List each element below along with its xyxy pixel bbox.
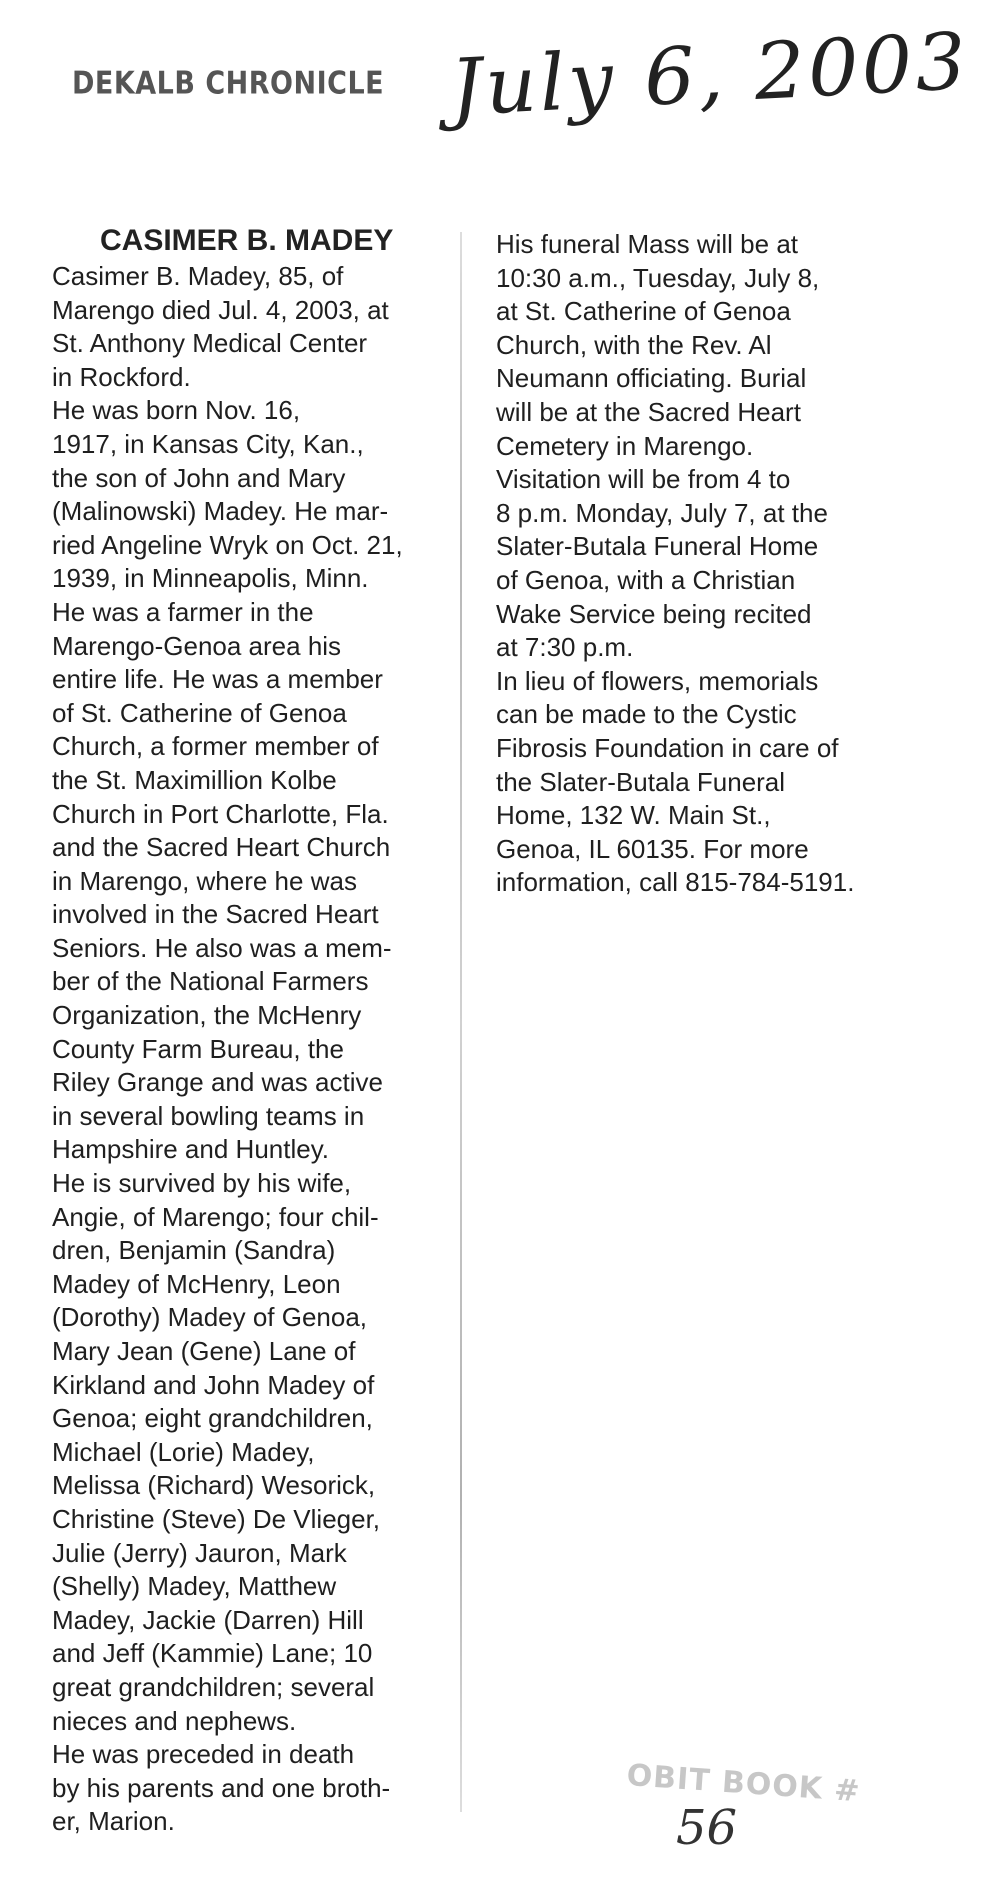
- paragraph-memorials: In lieu of flowers, memorials can be made to the Cystic Fibrosis Foundation in care of the Slater-Butala Funeral Home, 132 W. Main St., Genoa, IL 60135. For more information, call 815-784-5191.: [496, 665, 855, 898]
- obituary-column-left: [52, 222, 452, 1839]
- obituary-headline: CASIMER B. MADEY: [100, 224, 394, 257]
- paragraph-preceded-in-death: He was preceded in death by his parents and one broth- er, Marion.: [52, 1739, 391, 1837]
- paragraph-survivors: He is survived by his wife, Angie, of Marengo; four chil- dren, Benjamin (Sandra) Madey of McHenry, Leon (Dorothy) Madey of Genoa, Mary Jean (Gene) Lane of Kirkland and John Madey of Genoa; eight grandchildren, Michael (Lorie) Madey, Melissa (Richard) Wesorick, Christine (Steve) De Vlieger, Julie (Jerry) Jauron, Mark (Shelly) Madey, Matthew Madey, Jackie (Darren) Hill and Jeff (Kammie) Lane; 10 great grandchildren; several nieces and nephews.: [52, 1168, 381, 1736]
- obit-book-stamp: OBIT BOOK #: [625, 1758, 862, 1810]
- paragraph-birth-marriage: He was born Nov. 16, 1917, in Kansas City, Kan., the son of John and Mary (Malinowski) Madey. He mar- ried Angeline Wryk on Oct. 21, 1939, in Minneapolis, Minn.: [52, 395, 403, 594]
- paragraph-death-notice: Casimer B. Madey, 85, of Marengo died Jul. 4, 2003, at St. Anthony Medical Center in Rockford.: [52, 261, 389, 392]
- paragraph-visitation: Visitation will be from 4 to 8 p.m. Monday, July 7, at the Slater-Butala Funeral Home of Genoa, with a Christian Wake Service being recited at 7:30 p.m.: [496, 464, 828, 663]
- obituary-column-right: [496, 228, 896, 900]
- newspaper-masthead: DEKALB CHRONICLE: [72, 66, 385, 102]
- paragraph-funeral-mass: His funeral Mass will be at 10:30 a.m., Tuesday, July 8, at St. Catherine of Genoa Church, with the Rev. Al Neumann officiating. Burial will be at the Sacred Heart Cemetery in Marengo.: [496, 229, 820, 461]
- column-divider: [460, 232, 462, 1812]
- handwritten-book-number: 56: [676, 1800, 738, 1856]
- handwritten-date: July 6, 2003: [448, 16, 972, 134]
- paragraph-life-memberships: He was a farmer in the Marengo-Genoa area his entire life. He was a member of St. Catherine of Genoa Church, a former member of the St. Maximillion Kolbe Church in Port Charlotte, Fla. and the Sacred Heart Church in Marengo, where he was involved in the Sacred Heart Seniors. He also was a mem- ber of the National Farmers Organization, the McHenry County Farm Bureau, the Riley Grange and was active in several bowling teams in Hampshire and Huntley.: [52, 596, 392, 1165]
